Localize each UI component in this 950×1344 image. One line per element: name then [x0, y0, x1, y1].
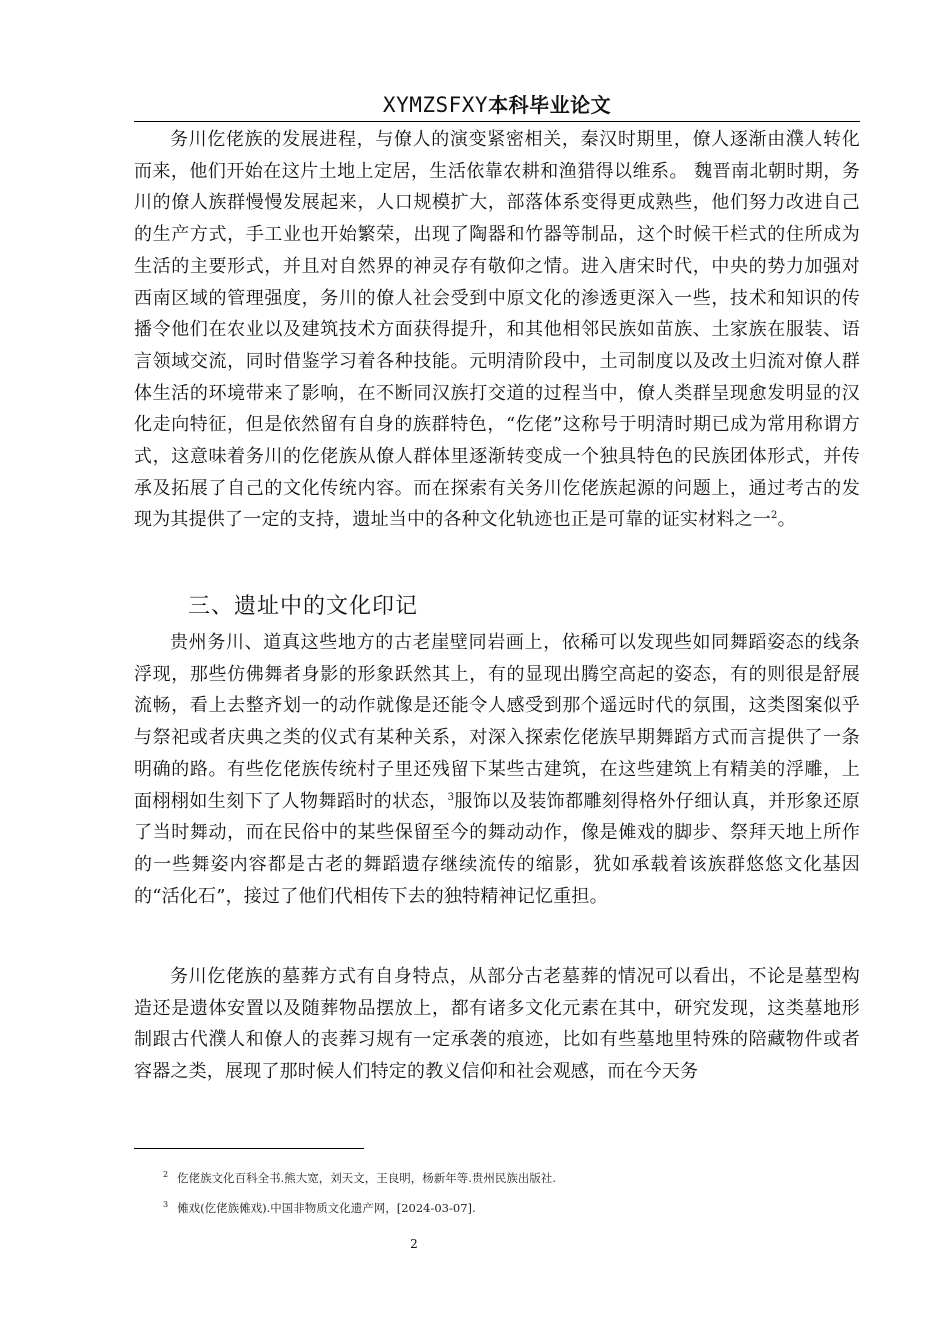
footnote-reference[interactable]: 3 [447, 791, 455, 803]
paragraph-text: 务川仡佬族的发展进程，与僚人的演变紧密相关，秦汉时期里，僚人逐渐由濮人转化而来，他们开始在这片土地上定居，生活依靠农耕和渔猎得以维系。 魏晋南北朝时期，务川的僚人族群慢慢发展起来，人口规模扩大，部落体系变得更成熟些，他们努力改进自己的生产方式，手工业也开始繁荣，出现了陶器和竹器等制品，这个时候干栏式的住所成为生活的主要形式，并且对自然界的神灵存有敬仰之情。进入唐宋时代，中央的势力加强对西南区域的管理强度，务川的僚人社会受到中原文化的渗透更深入一些，技术和知识的传播令他们在农业以及建筑技术方面获得提升，和其他相邻民族如苗族、土家族在服装、语言领域交流，同时借鉴学习着各种技能。元明清阶段中，土司制度以及改土归流对僚人群体生活的环境带来了影响，在不断同汉族打交道的过程当中，僚人类群呈现愈发明显的汉化走向特征，但是依然留有自身的族群特色，“仡佬”这称号于明清时期已成为常用称谓方式，这意味着务川的仡佬族从僚人群体里逐渐转变成一个独具特色的民族团体形式，并传承及拓展了自己的文化传统内容。而在探索有关务川仡佬族起源的问题上，通过考古的发现为其提供了一定的支持，遗址当中的各种文化轨迹也正是可靠的证实材料之一 [134, 129, 860, 531]
section-heading: 三、遗址中的文化印记 [188, 594, 419, 619]
body-paragraph [134, 124, 860, 536]
paragraph-text: 服饰以及装饰都雕刻得格外仔细认真，并形象还原了当时舞动，而在民俗中的某些保留至今的舞动动作，像是傩戏的脚步、祭拜天地上所作的一些舞姿内容都是古老的舞蹈遗存继续流传的缩影，犹如承载着该族群悠悠文化基因的“活化石”，接过了他们代相传下去的独特精神记忆重担。 [134, 790, 860, 907]
page-header [134, 92, 860, 119]
page-number: 2 [410, 1237, 418, 1251]
footnote-text: 傩戏(仡佬族傩戏).中国非物质文化遗产网，[2024-03-07]. [177, 1201, 476, 1215]
footnote-number: 2 [163, 1170, 169, 1179]
footnote-reference[interactable]: 2 [771, 510, 778, 522]
body-paragraph [134, 627, 860, 912]
paragraph-text: 务川仡佬族的墓葬方式有自身特点，从部分古老墓葬的情况可以看出，不论是墓型构造还是遗体安置以及随葬物品摆放上，都有诸多文化元素在其中，研究发现，这类墓地形制跟古代濮人和僚人的丧葬习规有一定承袭的痕迹，比如有些墓地里特殊的陪藏物件或者容器之类，展现了那时候人们特定的教义信仰和社会观感，而在今天务 [134, 966, 860, 1083]
paragraph-text: 。 [777, 509, 796, 531]
footnote-text: 仡佬族文化百科全书.熊大宽，刘天文，王良明，杨新年等.贵州民族出版社. [177, 1171, 557, 1185]
header-rule [134, 121, 860, 122]
header-institution-code: XYMZSFXY [382, 93, 489, 117]
footnote [163, 1170, 853, 1186]
footnote-number: 3 [163, 1200, 169, 1209]
footnote [163, 1200, 853, 1216]
header-document-type: 本科毕业论文 [488, 93, 612, 117]
footnote-separator [134, 1148, 364, 1149]
paragraph-text: 贵州务川、道真这些地方的古老崖壁同岩画上，依稀可以发现些如同舞蹈姿态的线条浮现，那些仿佛舞者身影的形象跃然其上，有的显现出腾空高起的姿态，有的则很是舒展流畅，看上去整齐划一的动作就像是还能令人感受到那个遥远时代的氛围，这类图案似乎与祭祀或者庆典之类的仪式有某种关系，对深入探索仡佬族早期舞蹈方式而言提供了一条明确的路。有些仡佬族传统村子里还残留下某些古建筑，在这些建筑上有精美的浮雕，上面栩栩如生刻下了人物舞蹈时的状态， [134, 632, 860, 812]
body-paragraph [134, 961, 860, 1088]
